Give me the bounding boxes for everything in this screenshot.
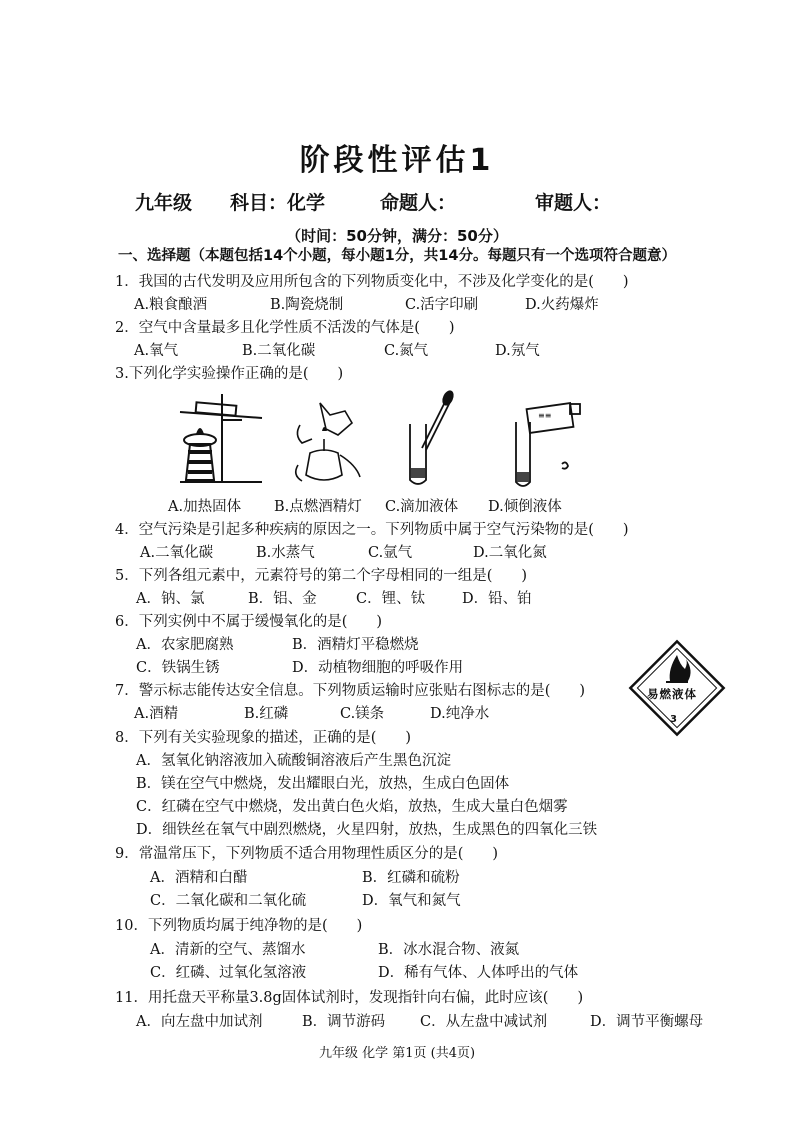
reviewer-label: 审题人： [535, 192, 612, 214]
question-stem: 1．我国的古代发明及应用所包含的下列物质变化中，不涉及化学变化的是( ) [115, 274, 629, 290]
option: B．调节游码 [302, 1014, 386, 1030]
option: C.氮气 [384, 343, 429, 359]
option: D．稀有气体、人体呼出的气体 [378, 965, 579, 981]
question-stem: 8．下列有关实验现象的描述，正确的是( ) [115, 730, 412, 746]
option: C．红磷、过氧化氢溶液 [150, 965, 307, 981]
question-stem: 11．用托盘天平称量3.8g固体试剂时，发现指针向右偏，此时应该( ) [115, 990, 584, 1006]
question-stem: 9．常温常压下，下列物质不适合用物理性质区分的是( ) [115, 846, 499, 862]
option: A．钠、氯 [136, 591, 205, 607]
option: C.活字印刷 [405, 297, 479, 313]
option: B.二氧化碳 [242, 343, 316, 359]
option: C.氩气 [368, 545, 413, 561]
option: A.粮食酿酒 [134, 297, 208, 313]
question-stem: 6．下列实例中不属于缓慢氧化的是( ) [115, 614, 383, 630]
apparatus-pouring-figure [508, 400, 598, 490]
option: A.二氧化碳 [140, 545, 214, 561]
hazard-sign-class: 3 [670, 714, 677, 725]
option: C．二氧化碳和二氧化硫 [150, 893, 307, 909]
exam-meta [135, 188, 655, 214]
apparatus-lamp-lighting-figure [290, 395, 370, 490]
option: B．冰水混合物、液氮 [378, 942, 520, 958]
option: D.倾倒液体 [488, 499, 562, 515]
option: C．铁锅生锈 [136, 660, 220, 676]
page-footer: 九年级 化学 第1页 (共4页) [318, 1046, 476, 1061]
time-note: （时间：50分钟，满分：50分） [286, 227, 508, 245]
svg-text:≡≡: ≡≡ [538, 411, 552, 420]
subject-label: 科目：化学 [230, 192, 326, 214]
option: D．铅、铂 [462, 591, 532, 607]
section-heading: 一、选择题（本题包括14个小题，每小题1分，共14分。每题只有一个选项符合题意） [118, 248, 676, 264]
option: A.氧气 [134, 343, 179, 359]
page-title: 阶段性评估1 [299, 143, 495, 178]
question-stem: 10．下列物质均属于纯净物的是( ) [115, 918, 363, 934]
option: A.加热固体 [168, 499, 242, 515]
option: D．调节平衡螺母 [590, 1014, 704, 1030]
option: D．氧气和氮气 [362, 893, 461, 909]
option: D.氖气 [495, 343, 540, 359]
option: C．锂、钛 [356, 591, 426, 607]
option: D．动植物细胞的呼吸作用 [292, 660, 464, 676]
option: D．细铁丝在氧气中剧烈燃烧，火星四射，放热，生成黑色的四氧化三铁 [136, 822, 598, 838]
option: C．从左盘中减试剂 [420, 1014, 548, 1030]
option: D.火药爆炸 [525, 297, 599, 313]
option: B.陶瓷烧制 [270, 297, 344, 313]
option: B.点燃酒精灯 [274, 499, 362, 515]
option: A．酒精和白醋 [150, 870, 248, 886]
option: C.镁条 [340, 706, 385, 722]
option: B.红磷 [244, 706, 289, 722]
option: A．氢氧化钠溶液加入硫酸铜溶液后产生黑色沉淀 [136, 753, 451, 769]
option: A．向左盘中加试剂 [136, 1014, 263, 1030]
option: B．酒精灯平稳燃烧 [292, 637, 419, 653]
apparatus-heating-solid-figure [170, 390, 270, 490]
question-stem: 7．警示标志能传达安全信息。下列物质运输时应张贴右图标志的是( ) [115, 683, 586, 699]
option: D.二氧化氮 [473, 545, 547, 561]
option: A.酒精 [134, 706, 179, 722]
hazard-sign-label: 易燃液体 [647, 687, 697, 701]
option: A．农家肥腐熟 [136, 637, 234, 653]
option: C.滴加液体 [385, 499, 459, 515]
option: B.水蒸气 [256, 545, 315, 561]
question-stem: 4．空气污染是引起多种疾病的原因之一。下列物质中属于空气污染物的是( ) [115, 522, 629, 538]
author-label: 命题人： [380, 192, 457, 214]
grade-label: 九年级 [135, 192, 193, 214]
question-stem: 2．空气中含量最多且化学性质不活泼的气体是( ) [115, 320, 455, 336]
option: B．镁在空气中燃烧，发出耀眼白光，放热，生成白色固体 [136, 776, 510, 792]
option: D.纯净水 [430, 706, 490, 722]
apparatus-dropper-figure [402, 388, 462, 490]
option: B．铝、金 [248, 591, 317, 607]
question-stem: 5．下列各组元素中，元素符号的第二个字母相同的一组是( ) [115, 568, 528, 584]
option: A．清新的空气、蒸馏水 [150, 942, 306, 958]
option: B．红磷和硫粉 [362, 870, 460, 886]
question-stem: 3.下列化学实验操作正确的是( ) [115, 366, 344, 382]
option: C．红磷在空气中燃烧，发出黄白色火焰，放热，生成大量白色烟雾 [136, 799, 568, 815]
